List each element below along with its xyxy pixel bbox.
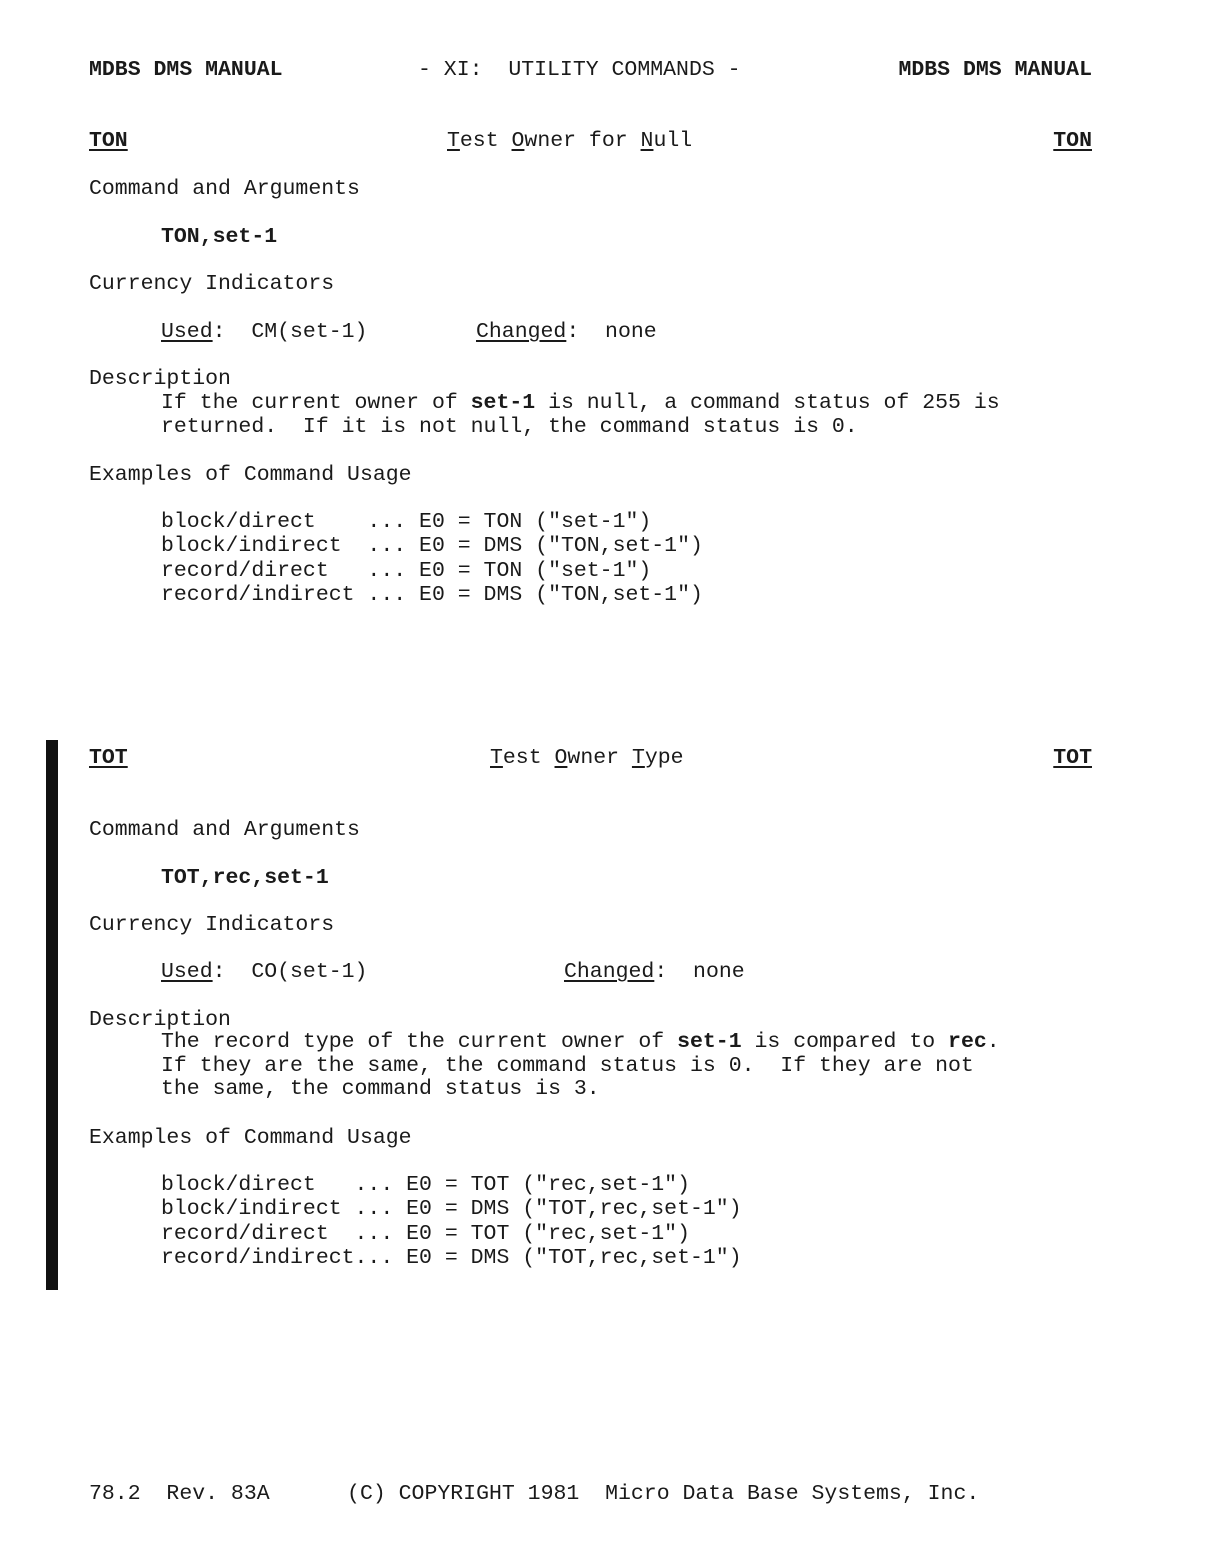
- command-code-right: TON: [1053, 129, 1092, 153]
- command-arguments-heading: Command and Arguments: [89, 818, 360, 842]
- page-footer: 78.2 Rev. 83A (C) COPYRIGHT 1981 Micro Data Base Systems, Inc.: [89, 1482, 980, 1506]
- example-line: block/direct ... E0 = TOT ("rec,set-1"): [161, 1173, 690, 1197]
- examples-list: [161, 1173, 742, 1270]
- examples-heading: Examples of Command Usage: [89, 1126, 412, 1150]
- description-line: If the current owner of set-1 is null, a command status of 255 is: [161, 391, 1000, 415]
- currency-used: Used: CO(set-1): [161, 960, 368, 984]
- description-line: The record type of the current owner of set-1 is compared to rec.: [161, 1030, 1000, 1054]
- running-header-chapter: - XI: UTILITY COMMANDS -: [418, 58, 741, 82]
- example-line: block/direct ... E0 = TON ("set-1"): [161, 510, 652, 534]
- description-heading: Description: [89, 367, 231, 391]
- command-syntax: TOT,rec,set-1: [161, 866, 329, 890]
- currency-changed: Changed: none: [476, 320, 657, 344]
- currency-indicators-heading: Currency Indicators: [89, 913, 335, 937]
- description-line: If they are the same, the command status is 0. If they are not: [161, 1053, 974, 1078]
- currency-indicators-heading: Currency Indicators: [89, 272, 335, 296]
- description-text: [161, 392, 1000, 439]
- description-line: the same, the command status is 3.: [161, 1077, 600, 1101]
- running-header-left: MDBS DMS MANUAL: [89, 58, 283, 82]
- currency-changed: Changed: none: [564, 960, 745, 984]
- example-line: block/indirect ... E0 = DMS ("TON,set-1"): [161, 534, 703, 559]
- command-code-right: TOT: [1053, 746, 1092, 770]
- running-header-right: MDBS DMS MANUAL: [898, 58, 1092, 82]
- command-code-left: TON: [89, 129, 128, 153]
- currency-used: Used: CM(set-1): [161, 320, 368, 344]
- description-text: [161, 1031, 1000, 1102]
- examples-heading: Examples of Command Usage: [89, 463, 412, 487]
- revision-change-bar: [46, 740, 58, 1290]
- description-heading: Description: [89, 1008, 231, 1032]
- command-title: Test Owner for Null: [447, 129, 693, 153]
- command-code-left: TOT: [89, 746, 128, 770]
- example-line: record/direct ... E0 = TON ("set-1"): [161, 558, 652, 583]
- command-syntax: TON,set-1: [161, 225, 278, 249]
- description-line: returned. If it is not null, the command status is 0.: [161, 414, 858, 439]
- example-line: record/indirect ... E0 = DMS ("TON,set-1"): [161, 582, 703, 607]
- command-title: Test Owner Type: [490, 746, 684, 770]
- examples-list: [161, 510, 703, 607]
- command-arguments-heading: Command and Arguments: [89, 177, 360, 201]
- example-line: block/indirect ... E0 = DMS ("TOT,rec,set-1"): [161, 1197, 742, 1222]
- example-line: record/indirect... E0 = DMS ("TOT,rec,set-1"): [161, 1245, 742, 1270]
- example-line: record/direct ... E0 = TOT ("rec,set-1"): [161, 1221, 690, 1246]
